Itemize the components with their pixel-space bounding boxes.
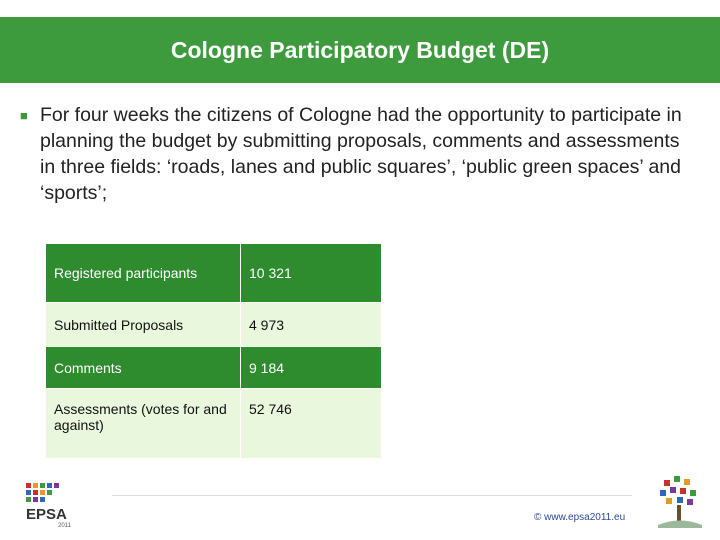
table-row xyxy=(46,347,382,389)
table-row xyxy=(46,244,382,303)
title-bar xyxy=(0,17,720,83)
logo-dot-grid xyxy=(26,483,59,502)
tree-of-people-icon xyxy=(650,470,710,532)
footer-divider xyxy=(112,495,632,496)
slide-title: Cologne Participatory Budget (DE) xyxy=(170,36,550,63)
bullet-point xyxy=(20,102,700,206)
table-row xyxy=(46,303,382,347)
copyright-text: © www.epsa2011.eu xyxy=(534,512,626,523)
logo-text: EPSA xyxy=(26,506,67,523)
row-value: 4 973 xyxy=(241,303,382,347)
square-bullet-icon: ■ xyxy=(20,108,28,123)
statistics-table xyxy=(45,243,382,459)
bullet-text: For four weeks the citizens of Cologne had the opportunity to participate in planning the budget by submitting proposals, comments and assessments in three fields: ‘roads, lanes and public squares’, ‘public green spaces’ and ‘sports’; xyxy=(40,104,682,204)
row-value: 10 321 xyxy=(241,244,382,303)
row-label: Comments xyxy=(46,347,241,389)
row-label: Registered participants xyxy=(46,244,241,303)
epsa-logo-icon xyxy=(24,481,86,529)
row-value: 9 184 xyxy=(241,347,382,389)
row-label: Assessments (votes for and against) xyxy=(46,389,241,459)
row-value: 52 746 xyxy=(241,389,382,459)
row-label: Submitted Proposals xyxy=(46,303,241,347)
table-row xyxy=(46,389,382,459)
logo-year: 2011 xyxy=(58,523,71,529)
